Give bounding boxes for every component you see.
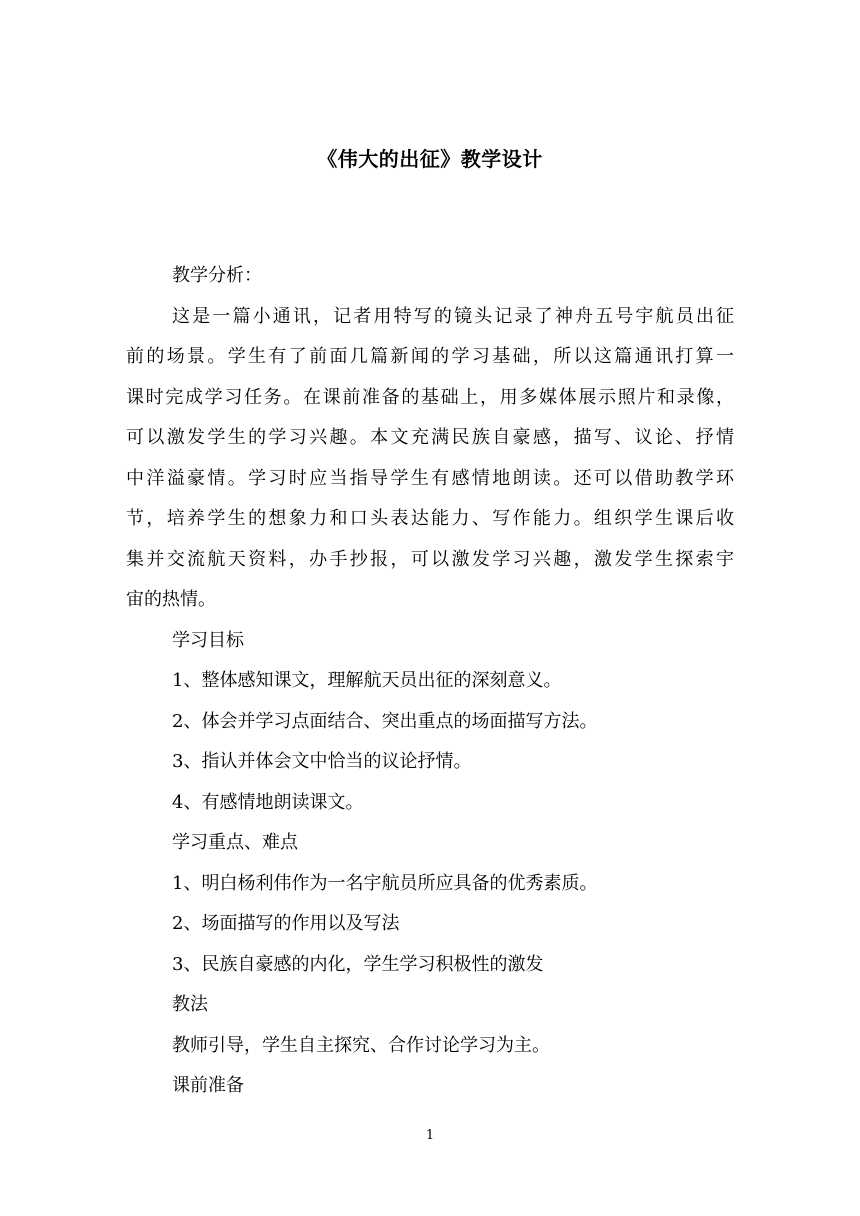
goal-item: 4、有感情地朗读课文。 [172, 791, 364, 813]
analysis-paragraph [126, 297, 734, 621]
paragraph-line: 中洋溢豪情。学习时应当指导学生有感情地朗读。还可以借助教学环 [126, 467, 734, 489]
paragraph-line: 这是一篇小通讯，记者用特写的镜头记录了神舟五号宇航员出征 [172, 305, 734, 327]
keypoint-item: 2、场面描写的作用以及写法 [172, 913, 400, 934]
paragraph-line: 前的场景。学生有了前面几篇新闻的学习基础，所以这篇通讯打算一 [126, 346, 734, 367]
goal-item: 1、整体感知课文，理解航天员出征的深刻意义。 [172, 670, 562, 691]
goal-item: 3、指认并体会文中恰当的议论抒情。 [172, 751, 472, 772]
section-heading-analysis: 教学分析： [172, 265, 262, 286]
page-number: 1 [425, 1128, 435, 1143]
section-heading-goals: 学习目标 [172, 629, 244, 651]
keypoint-item: 3、民族自豪感的内化，学生学习积极性的激发 [172, 953, 544, 975]
keypoint-item: 1、明白杨利伟作为一名宇航员所应具备的优秀素质。 [172, 872, 598, 894]
paragraph-line: 宙的热情。 [126, 589, 216, 610]
paragraph-line: 节，培养学生的想象力和口头表达能力、写作能力。组织学生课后收 [126, 508, 734, 529]
paragraph-line: 集并交流航天资料，办手抄报，可以激发学习兴趣，激发学生探索宇 [126, 548, 734, 570]
paragraph-line: 课时完成学习任务。在课前准备的基础上，用多媒体展示照片和录像， [126, 386, 734, 408]
goal-item: 2、体会并学习点面结合、突出重点的场面描写方法。 [172, 710, 598, 732]
document-body [126, 256, 734, 1107]
section-heading-preparation: 课前准备 [172, 1075, 244, 1096]
section-heading-keypoints: 学习重点、难点 [172, 832, 298, 853]
document-title: 《伟大的出征》教学设计 [317, 147, 543, 171]
method-text: 教师引导，学生自主探究、合作讨论学习为主。 [172, 1034, 550, 1056]
paragraph-line: 可以激发学生的学习兴趣。本文充满民族自豪感，描写、议论、抒情 [126, 427, 734, 448]
section-heading-method: 教法 [172, 994, 208, 1015]
